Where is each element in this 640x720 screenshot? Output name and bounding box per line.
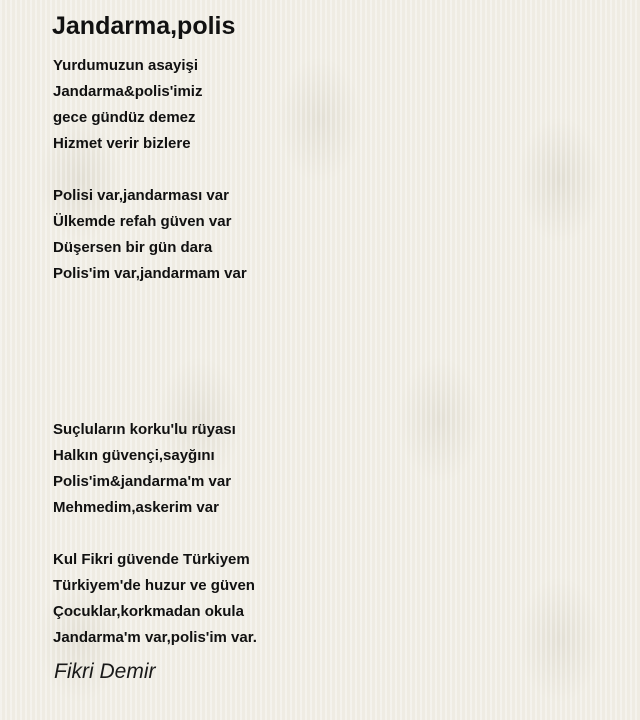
poem-line: Kul Fikri güvende Türkiyem xyxy=(53,551,250,568)
stanza-3 xyxy=(53,417,613,521)
poem-line: Düşersen bir gün dara xyxy=(53,239,213,256)
poem-line: Hizmet verir bizlere xyxy=(53,135,191,152)
poem-line: gece gündüz demez xyxy=(53,109,196,126)
stanza-spacer xyxy=(53,287,613,417)
poem-line: Yurdumuzun asayişi xyxy=(53,57,199,74)
poem-line: Ülkemde refah güven var xyxy=(53,213,232,230)
poem-line: Polisi var,jandarması var xyxy=(53,187,229,204)
stanza-1 xyxy=(53,53,613,157)
stanza-spacer xyxy=(53,157,613,183)
poem-line: Polis'im&jandarma'm var xyxy=(53,473,232,490)
poem-line: Polis'im var,jandarmam var xyxy=(53,265,247,282)
poem-line: Türkiyem'de huzur ve güven xyxy=(53,577,255,594)
poem-line: Halkın güvençi,sayğını xyxy=(53,447,215,464)
poem-line: Mehmedim,askerim var xyxy=(53,499,219,516)
stanza-2 xyxy=(53,183,613,287)
poem-title: Jandarma,polis xyxy=(52,12,236,40)
poem-line: Çocuklar,korkmadan okula xyxy=(53,603,244,620)
stanza-4 xyxy=(53,547,613,651)
stanza-spacer xyxy=(53,521,613,547)
poem-body xyxy=(53,53,613,651)
poem-author: Fikri Demir xyxy=(54,660,156,683)
poem-line: Jandarma'm var,polis'im var. xyxy=(53,629,257,646)
poem-line: Suçluların korku'lu rüyası xyxy=(53,421,236,438)
poem-line: Jandarma&polis'imiz xyxy=(53,83,203,100)
